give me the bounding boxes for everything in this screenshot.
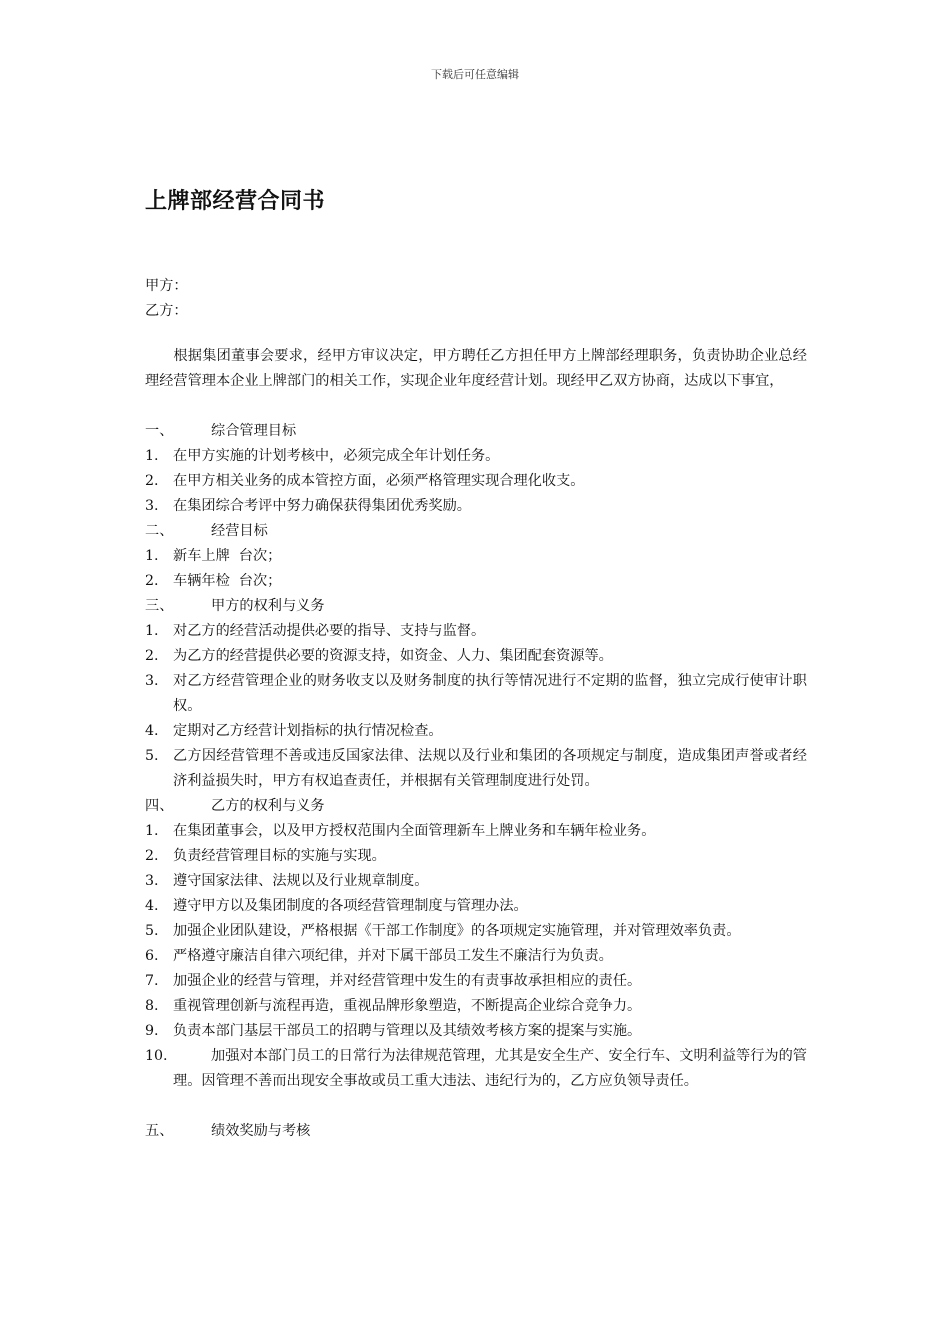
section-heading	[145, 794, 807, 819]
item-text: 在集团董事会，以及甲方授权范围内全面管理新车上牌业务和车辆年检业务。	[173, 823, 656, 839]
section-heading	[145, 594, 807, 619]
list-item	[145, 844, 807, 869]
item-text: 加强企业的经营与管理，并对经营管理中发生的有责事故承担相应的责任。	[173, 973, 642, 989]
section-heading	[145, 419, 807, 444]
item-text: 对乙方经营管理企业的财务收支以及财务制度的执行等情况进行不定期的监督，独立完成行使审计职权。	[173, 673, 807, 714]
party-b-label: 乙方：	[145, 303, 188, 319]
item-text: 车辆年检 台次；	[173, 573, 282, 589]
item-text: 在甲方相关业务的成本管控方面，必须严格管理实现合理化收支。	[173, 473, 585, 489]
item-text: 严格遵守廉洁自律六项纪律，并对下属干部员工发生不廉洁行为负责。	[173, 948, 613, 964]
item-text: 新车上牌 台次；	[173, 548, 282, 564]
item-number: 4.	[145, 723, 159, 739]
item-text: 负责经营管理目标的实施与实现。	[173, 848, 386, 864]
section-number: 五、	[145, 1123, 174, 1139]
item-text: 遵守国家法律、法规以及行业规章制度。	[173, 873, 429, 889]
item-number: 2.	[145, 648, 159, 664]
item-number: 3.	[145, 673, 159, 689]
item-text: 遵守甲方以及集团制度的各项经营管理制度与管理办法。	[173, 898, 528, 914]
intro-paragraph: 根据集团董事会要求，经甲方审议决定，甲方聘任乙方担任甲方上牌部经理职务，负责协助企业总经理经营管理本企业上牌部门的相关工作，实现企业年度经营计划。现经甲乙双方协商，达成以下事宜，	[145, 348, 807, 389]
item-number: 1.	[145, 448, 159, 464]
item-number: 1.	[145, 548, 159, 564]
item-text-content: 加强对本部门员工的日常行为法律规范管理，尤其是安全生产、安全行车、文明利益等行为的管理。因管理不善而出现安全事故或员工重大违法、违纪行为的，乙方应负领导责任。	[173, 1048, 807, 1089]
item-number: 2.	[145, 473, 159, 489]
item-number: 9.	[145, 1023, 159, 1039]
section-title: 绩效奖励与考核	[211, 1123, 311, 1139]
section-number: 三、	[145, 598, 174, 614]
list-item	[145, 869, 807, 894]
item-number: 5.	[145, 748, 159, 764]
item-number: 10.	[145, 1048, 168, 1064]
header-note: 下载后可任意编辑	[431, 68, 519, 81]
item-number: 4.	[145, 898, 159, 914]
list-item	[145, 1019, 807, 1044]
item-number: 1.	[145, 823, 159, 839]
document-title: 上牌部经营合同书	[145, 189, 326, 214]
item-number: 5.	[145, 923, 159, 939]
list-item	[145, 719, 807, 744]
section-number: 四、	[145, 798, 174, 814]
list-item	[145, 994, 807, 1019]
section-title: 乙方的权利与义务	[211, 798, 325, 814]
list-item	[145, 919, 807, 944]
list-item	[145, 894, 807, 919]
item-number: 2.	[145, 848, 159, 864]
item-text: 乙方因经营管理不善或违反国家法律、法规以及行业和集团的各项规定与制度，造成集团声誉或者经济利益损失时，甲方有权追查责任，并根据有关管理制度进行处罚。	[173, 748, 807, 789]
section-title: 经营目标	[211, 523, 268, 539]
section-number: 二、	[145, 523, 174, 539]
item-number: 7.	[145, 973, 159, 989]
item-number: 2.	[145, 573, 159, 589]
item-text: 重视管理创新与流程再造，重视品牌形象塑造，不断提高企业综合竞争力。	[173, 998, 642, 1014]
item-number: 8.	[145, 998, 159, 1014]
list-item	[145, 469, 807, 494]
document-body	[145, 274, 807, 1144]
section-title: 甲方的权利与义务	[211, 598, 325, 614]
list-item	[145, 644, 807, 669]
item-text: 对乙方的经营活动提供必要的指导、支持与监督。	[173, 623, 486, 639]
item-text	[173, 1044, 807, 1094]
list-item	[145, 569, 807, 594]
section-title: 综合管理目标	[211, 423, 297, 439]
section-number: 一、	[145, 423, 174, 439]
item-text: 加强企业团队建设，严格根据《干部工作制度》的各项规定实施管理，并对管理效率负责。	[173, 923, 741, 939]
list-item	[145, 669, 807, 719]
list-item	[145, 744, 807, 794]
item-text: 为乙方的经营提供必要的资源支持，如资金、人力、集团配套资源等。	[173, 648, 613, 664]
item-text: 在集团综合考评中努力确保获得集团优秀奖励。	[173, 498, 471, 514]
party-a-label: 甲方：	[145, 278, 188, 294]
section-heading	[145, 519, 807, 544]
list-item	[145, 819, 807, 844]
item-text: 负责本部门基层干部员工的招聘与管理以及其绩效考核方案的提案与实施。	[173, 1023, 642, 1039]
list-item	[145, 619, 807, 644]
section-heading	[145, 1119, 807, 1144]
item-number: 3.	[145, 498, 159, 514]
item-number: 6.	[145, 948, 159, 964]
list-item	[145, 969, 807, 994]
list-item	[145, 494, 807, 519]
list-item	[145, 444, 807, 469]
item-text: 在甲方实施的计划考核中，必须完成全年计划任务。	[173, 448, 500, 464]
item-number: 1.	[145, 623, 159, 639]
item-text: 定期对乙方经营计划指标的执行情况检查。	[173, 723, 443, 739]
list-item	[145, 944, 807, 969]
list-item	[145, 544, 807, 569]
item-number: 3.	[145, 873, 159, 889]
list-item	[145, 1044, 807, 1094]
